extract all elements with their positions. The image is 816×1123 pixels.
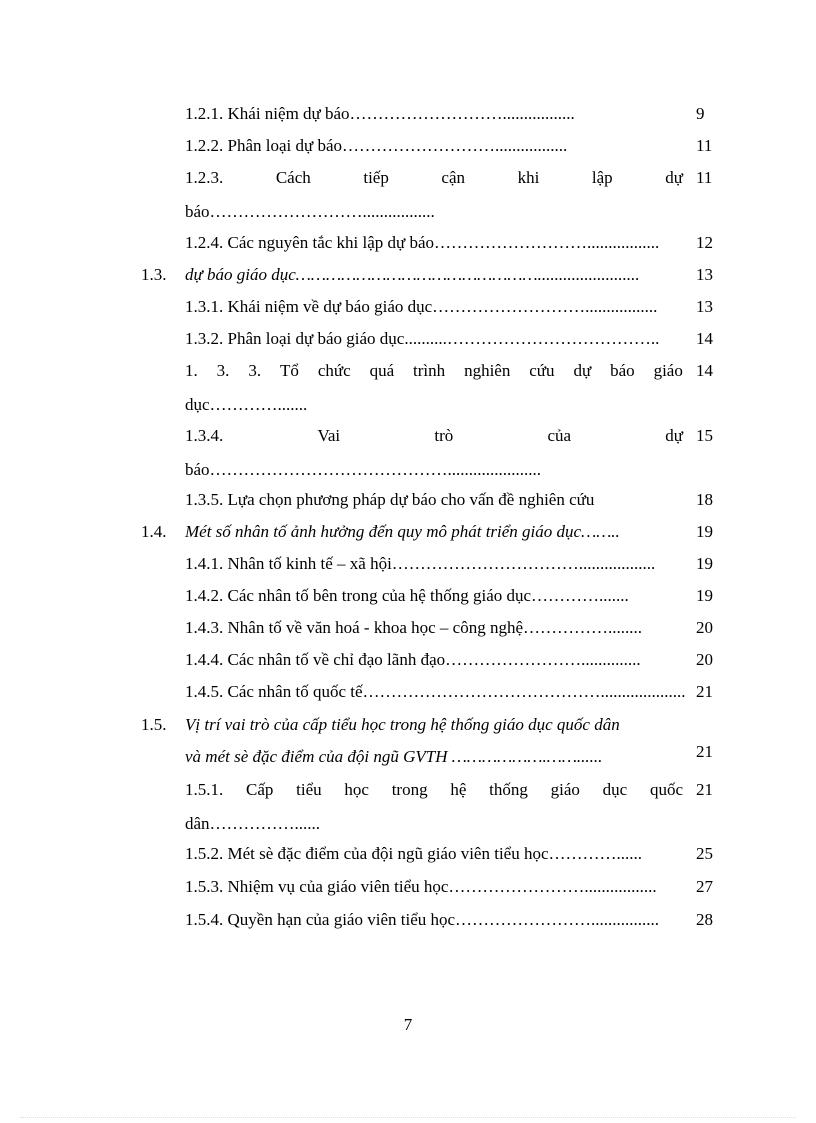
toc-entry-page: 21 [696, 780, 713, 799]
toc-word: 3. [216, 361, 230, 380]
toc-word: quốc [649, 780, 683, 799]
toc-entry-text: 1.2.4. Các nguyên tắc khi lập dự báo………………………................. [185, 233, 660, 252]
toc-entry-line1 [185, 360, 683, 382]
toc-word: 1.3.4. [185, 426, 224, 445]
toc-word: tiểu [296, 780, 322, 799]
toc-word: hệ [450, 780, 467, 799]
toc-entry-page: 19 [696, 522, 713, 541]
toc-section-number: 1.4. [141, 522, 167, 541]
toc-word: cận [441, 168, 466, 187]
toc-entry-page: 27 [696, 877, 713, 896]
toc-entry-text: 1.3.5. Lựa chọn phương pháp dự báo cho vấn đề nghiên cứu [185, 490, 595, 509]
toc-word: 1. [185, 361, 198, 380]
toc-entry-text: 1.5.4. Quyền hạn của giáo viên tiểu học……………………................ [185, 910, 660, 929]
toc-section-title: Mét số nhân tố ảnh hưởng đến quy mô phát triển giáo dục…….. [185, 522, 620, 541]
toc-word: Cách [275, 168, 311, 187]
toc-entry-page: 18 [696, 490, 713, 509]
toc-word: dự [573, 361, 592, 380]
toc-word: dự [665, 426, 683, 445]
toc-word: giáo [653, 361, 683, 380]
toc-word: khi [517, 168, 540, 187]
toc-entry-line1 [185, 167, 683, 189]
toc-word: quá [369, 361, 395, 380]
toc-entry-text: 1.2.2. Phân loại dự báo………………………................. [185, 136, 568, 155]
toc-entry [0, 425, 816, 479]
toc-entry-page: 20 [696, 650, 713, 669]
toc-word: trò [434, 426, 454, 445]
toc-entry-line2: dục…………....... [185, 395, 308, 414]
toc-word: 1.5.1. [185, 780, 224, 799]
toc-entry-page: 13 [696, 265, 713, 284]
toc-word: báo [610, 361, 635, 380]
page-divider [20, 1117, 796, 1118]
toc-entry-line1 [185, 425, 683, 447]
toc-entry-page: 19 [696, 586, 713, 605]
toc-entry-page: 21 [696, 742, 713, 761]
toc-entry-page: 13 [696, 297, 713, 316]
toc-section-number: 1.5. [141, 715, 167, 734]
toc-word: Cấp [246, 780, 274, 799]
toc-entry-page: 15 [696, 426, 713, 445]
toc-word: Vai [317, 426, 341, 445]
toc-word: trong [391, 780, 428, 799]
toc-entry-text: 1.5.3. Nhiệm vụ của giáo viên tiểu học……………………................. [185, 877, 657, 896]
toc-entry-page: 9 [696, 104, 705, 123]
toc-entry [0, 360, 816, 414]
toc-entry-text: 1.2.1. Khái niệm dự báo………………………................. [185, 104, 575, 123]
toc-entry [0, 779, 816, 833]
toc-entry-text: 1.3.1. Khái niệm về dự báo giáo dục………………………................. [185, 297, 658, 316]
toc-entry-page: 11 [696, 168, 713, 187]
toc-entry-text: 1.4.5. Các nhân tố quốc tế…………………………………….................... [185, 682, 686, 701]
toc-word: tiếp [363, 168, 389, 187]
toc-word: cứu [529, 361, 555, 380]
toc-entry-page: 21 [696, 682, 713, 701]
toc-word: 3. [248, 361, 262, 380]
toc-entry-line2: báo………………………................. [185, 202, 435, 221]
toc-entry-page: 19 [696, 554, 713, 573]
toc-entry-page: 25 [696, 844, 713, 863]
toc-section-title: dự báo giáo dục…………………………………………........................ [185, 265, 640, 284]
toc-entry-page: 20 [696, 618, 713, 637]
toc-word: chức [317, 361, 351, 380]
toc-word: giáo [550, 780, 580, 799]
toc-entry-page: 14 [696, 329, 713, 348]
page-number: 7 [403, 1015, 413, 1034]
toc-entry-page: 11 [696, 136, 713, 155]
toc-word: học [344, 780, 369, 799]
toc-word: thống [489, 780, 528, 799]
toc-word: 1.2.3. [185, 168, 224, 187]
toc-entry-text: 1.4.1. Nhân tố kinh tế – xã hội…………………………….................. [185, 554, 656, 573]
toc-entry-text: 1.4.4. Các nhân tố về chỉ đạo lãnh đạo…………………….............. [185, 650, 641, 669]
toc-entry-page: 14 [696, 361, 713, 380]
toc-section-title-line2: và mét sè đặc điểm của đội ngũ GVTH ……………….……...... [185, 747, 603, 766]
toc-entry-page: 12 [696, 233, 713, 252]
toc-entry-page: 28 [696, 910, 713, 929]
toc-entry-line2: dân……………...... [185, 814, 321, 833]
toc-entry-line2: báo……………………………………...................... [185, 460, 542, 479]
toc-word: nghiên [464, 361, 511, 380]
toc-section [0, 714, 816, 770]
toc-entry-text: 1.3.2. Phân loại dự báo giáo dục..........……………………………….. [185, 329, 660, 348]
toc-word: trình [413, 361, 446, 380]
toc-word: dự [665, 168, 683, 187]
toc-word: Tổ [280, 361, 299, 380]
toc-word: của [547, 426, 572, 445]
toc-word: lập [591, 168, 613, 187]
toc-section-number: 1.3. [141, 265, 167, 284]
toc-entry-text: 1.4.3. Nhân tố về văn hoá - khoa học – công nghệ……………........ [185, 618, 643, 637]
toc-entry-line1 [185, 779, 683, 801]
toc-entry [0, 167, 816, 221]
toc-word: dục [602, 780, 628, 799]
toc-section-title: Vị trí vai trò của cấp tiểu học trong hệ thống giáo dục quốc dân [185, 715, 620, 734]
toc-entry-text: 1.4.2. Các nhân tố bên trong của hệ thống giáo dục…………....... [185, 586, 629, 605]
toc-entry-text: 1.5.2. Mét sè đặc điểm của đội ngũ giáo viên tiểu học…………...... [185, 844, 643, 863]
